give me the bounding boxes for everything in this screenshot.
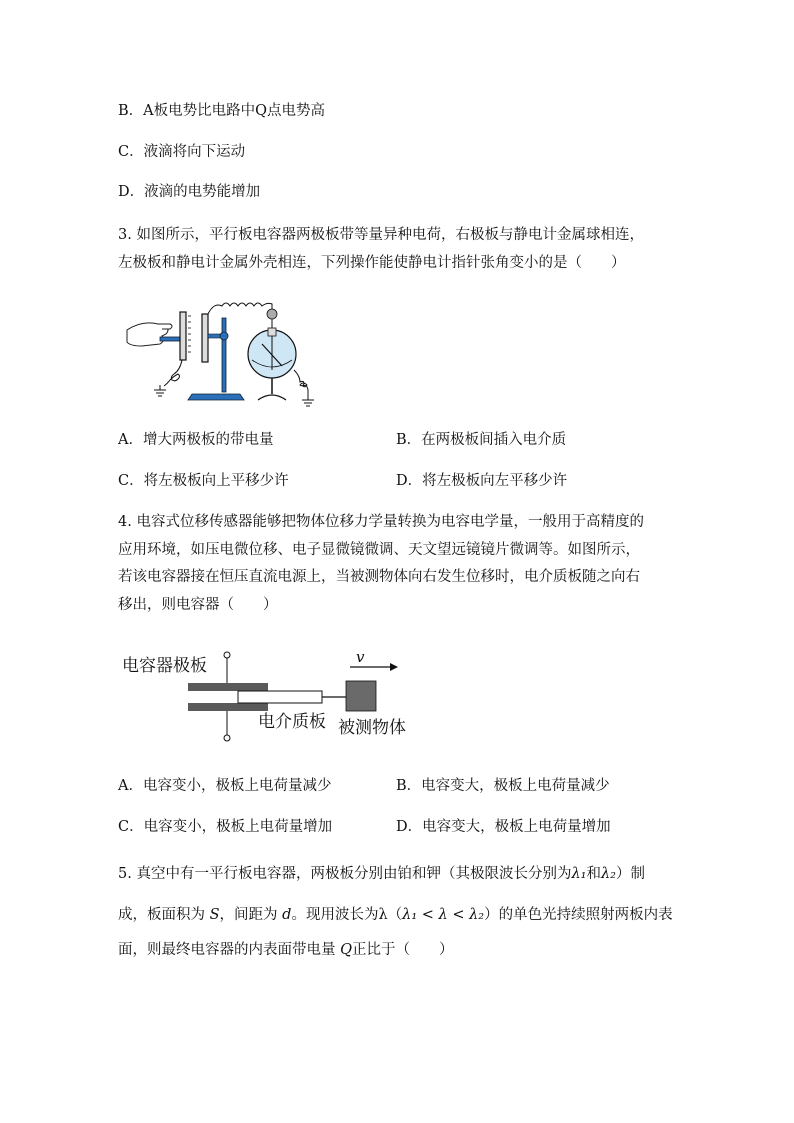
label-measured-object: 被测物体: [338, 718, 406, 738]
electroscope-ball: [267, 309, 277, 319]
left-plate: [180, 312, 186, 360]
q5-stem-text: 正比于（ ）: [352, 942, 454, 958]
wavelength-inequality: λ₁ < λ < λ₂: [402, 907, 485, 923]
q4-stem-line2: 应用环境，如压电微位移、电子显微镜微调、天文望远镜镜片微调等。如图所示，: [118, 542, 640, 558]
q3-option-d: D．将左极板向左平移少许: [396, 473, 568, 489]
q5-stem-text: 。现用波长为λ（: [291, 907, 403, 923]
electroscope-capacitor-figure: [122, 290, 332, 410]
right-plate: [202, 314, 208, 362]
q4-stem-line1: 4. 电容式位移传感器能够把物体位移力学量转换为电容电学量，一般用于高精度的: [118, 514, 644, 530]
q5-stem-text: 5. 真空中有一平行板电容器，两极板分别由铂和钾（其极限波长分别为: [118, 866, 572, 882]
q4-option-c: C．电容变小，极板上电荷量增加: [118, 819, 333, 835]
bottom-plate: [188, 703, 268, 711]
label-capacitor-plates: 电容器极板: [122, 656, 207, 676]
symbol-d: d: [282, 907, 292, 923]
q4-stem-line3: 若该电容器接在恒压直流电源上，当被测物体向右发生位移时，电介质板随之向右: [118, 569, 640, 585]
q3-stem-line2: 左极板和静电计金属外壳相连，下列操作能使静电计指针张角变小的是（ ）: [118, 255, 626, 271]
q4-stem-line4: 移出，则电容器（ ）: [118, 597, 278, 613]
q3-option-c: C．将左极板向上平移少许: [118, 473, 289, 489]
displacement-sensor-figure: [118, 645, 418, 745]
q2-option-b: B．A板电势比电路中Q点电势高: [118, 103, 326, 119]
q5-stem-text: ，间距为: [219, 907, 278, 923]
q3-option-b: B．在两极板间插入电介质: [396, 432, 567, 448]
lambda1: λ₁: [571, 866, 587, 882]
q2-option-d: D．液滴的电势能增加: [118, 184, 261, 200]
dielectric-slab: [238, 691, 322, 703]
symbol-s: S: [209, 907, 220, 923]
q5-stem-text: ）制: [615, 866, 645, 882]
label-velocity: v: [356, 648, 365, 666]
q5-stem-text: 成，板面积为: [118, 907, 205, 923]
q4-option-d: D．电容变大，极板上电荷量增加: [396, 819, 611, 835]
q5-and: 和: [586, 866, 601, 882]
q5-stem-text: 面，则最终电容器的内表面带电量: [118, 942, 336, 958]
measured-object: [346, 681, 376, 711]
top-plate: [188, 683, 268, 691]
q3-option-a: A．增大两极板的带电量: [118, 432, 274, 448]
q3-stem-line1: 3. 如图所示，平行板电容器两极板带等量异种电荷，右极板与静电计金属球相连，: [118, 227, 644, 243]
q4-option-a: A．电容变小，极板上电荷量减少: [118, 778, 332, 794]
hand-icon: [127, 323, 172, 346]
q5-stem-text: ）的单色光持续照射两板内表: [484, 907, 673, 923]
label-dielectric: 电介质板: [258, 712, 326, 732]
q5-stem-line3: [118, 940, 454, 960]
q4-option-b: B．电容变大，极板上电荷量减少: [396, 778, 610, 794]
q2-option-c: C．液滴将向下运动: [118, 144, 246, 160]
q5-stem-line2: [118, 905, 673, 925]
q5-stem-line1: [118, 864, 645, 884]
lambda2: λ₂: [600, 866, 616, 882]
symbol-q: Q: [340, 942, 352, 958]
